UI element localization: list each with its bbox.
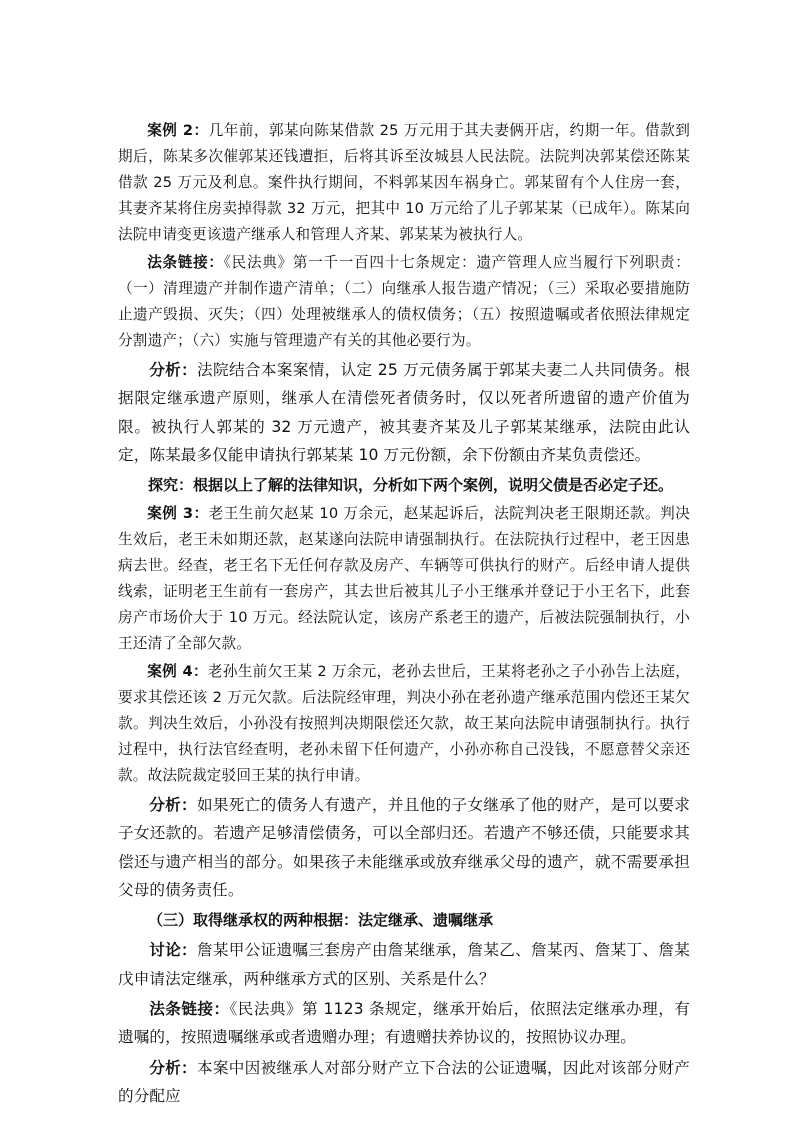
law-link-2-paragraph: [118, 995, 690, 1052]
discuss-paragraph: [118, 936, 690, 993]
analysis-3-text: 本案中因被继承人对部分财产立下合法的公证遗嘱，因此对该部分财产的分配应: [118, 1058, 690, 1105]
discuss-text: 詹某甲公证遗嘱三套房产由詹某继承，詹某乙、詹某丙、詹某丁、詹某戊申请法定继承，两种继承方式的区别、关系是什么？: [118, 941, 690, 988]
case-4-text: 老孙生前欠王某 2 万余元，老孙去世后，王某将老孙之子小孙告上法庭，要求其偿还该 2 万元欠款。后法院经审理，判决小孙在老孙遗产继承范围内偿还王某欠款。判决生效后，小孙没有按照判决期限偿还欠款，故王某向法院申请强制执行。执行过程中，执行法官经查明，老孙未留下任何遗产，小孙亦称自己没钱，不愿意替父亲还款。故法院裁定驳回王某的执行申请。: [118, 663, 690, 785]
law-link-1-text: 《民法典》第一千一百四十七条规定：遗产管理人应当履行下列职责：（一）清理遗产并制作遗产清单；（二）向继承人报告遗产情况；（三）采取必要措施防止遗产毁损、灭失；（四）处理被继承人的债权债务；（五）按照遗嘱或者依照法律规定分割遗产；（六）实施与管理遗产有关的其他必要行为。: [118, 254, 690, 349]
law-link-2-text: 《民法典》第 1123 条规定，继承开始后，依照法定继承办理，有遗嘱的，按照遗嘱继承或者遗赠办理；有遗赠扶养协议的，按照协议办理。: [118, 999, 690, 1047]
analysis-2-paragraph: [118, 791, 690, 904]
analysis-1-text: 法院结合本案案情，认定 25 万元债务属于郭某夫妻二人共同债务。根据限定继承遗产原则，继承人在清偿死者债务时，仅以死者所遗留的遗产价值为限。被执行人郭某的 32 万元遗产，被其妻齐某及儿子郭某某继承，法院由此认定，陈某最多仅能申请执行郭某某 10 万元份额，余下份额由齐某负责偿还。: [118, 361, 690, 464]
case-2-label: 案例 2：: [147, 122, 209, 139]
law-link-1-label: 法条链接：: [147, 254, 224, 271]
law-link-1-paragraph: [118, 250, 690, 354]
case-3-paragraph: [118, 501, 690, 657]
case-4-paragraph: [118, 659, 690, 789]
analysis-1-paragraph: [118, 356, 690, 469]
explore-heading: 探究：根据以上了解的法律知识，分析如下两个案例，说明父债是否必定子还。: [148, 476, 674, 495]
analysis-2-text: 如果死亡的债务人有遗产，并且他的子女继承了他的财产，是可以要求子女还款的。若遗产足够清偿债务，可以全部归还。若遗产不够还债，只能要求其偿还与遗产相当的部分。如果孩子未能继承或放弃继承父母的遗产，就不需要承担父母的债务责任。: [118, 796, 690, 900]
document-page: [118, 118, 690, 1112]
case-3-label: 案例 3：: [147, 505, 209, 523]
analysis-1-label: 分析：: [149, 361, 198, 379]
case-3-text: 老王生前欠赵某 10 万余元，赵某起诉后，法院判决老王限期还款。判决生效后，老王未如期还款，赵某遂向法院申请强制执行。在法院执行过程中，老王因患病去世。经查，老王名下无任何存款及房产、车辆等可供执行的财产。后经申请人提供线索，证明老王生前有一套房产，其去世后被其儿子小王继承并登记于小王名下，此套房产市场价大于 10 万元。经法院认定，该房产系老王的遗产，后被法院强制执行，小王还清了全部欠款。: [118, 505, 690, 653]
case-2-text: 几年前，郭某向陈某借款 25 万元用于其夫妻俩开店，约期一年。借款到期后，陈某多次催郭某还钱遭拒，后将其诉至汝城县人民法院。法院判决郭某偿还陈某借款 25 万元及利息。案件执行期间，不料郭某因车祸身亡。郭某留有个人住房一套，其妻齐某将住房卖掉得款 32 万元，把其中 10 万元给了儿子郭某某（已成年）。陈某向法院申请变更该遗产继承人和管理人齐某、郭某某为被执行人。: [118, 122, 690, 243]
analysis-3-label: 分析：: [149, 1058, 197, 1077]
law-link-2-label: 法条链接：: [149, 999, 230, 1018]
analysis-2-label: 分析：: [149, 796, 197, 815]
section-3-heading: （三）取得继承权的两种根据：法定继承、遗嘱继承: [148, 911, 494, 930]
discuss-label: 讨论：: [149, 941, 197, 960]
case-4-label: 案例 4：: [147, 663, 208, 681]
analysis-3-paragraph: [118, 1054, 690, 1111]
case-2-paragraph: [118, 118, 690, 248]
